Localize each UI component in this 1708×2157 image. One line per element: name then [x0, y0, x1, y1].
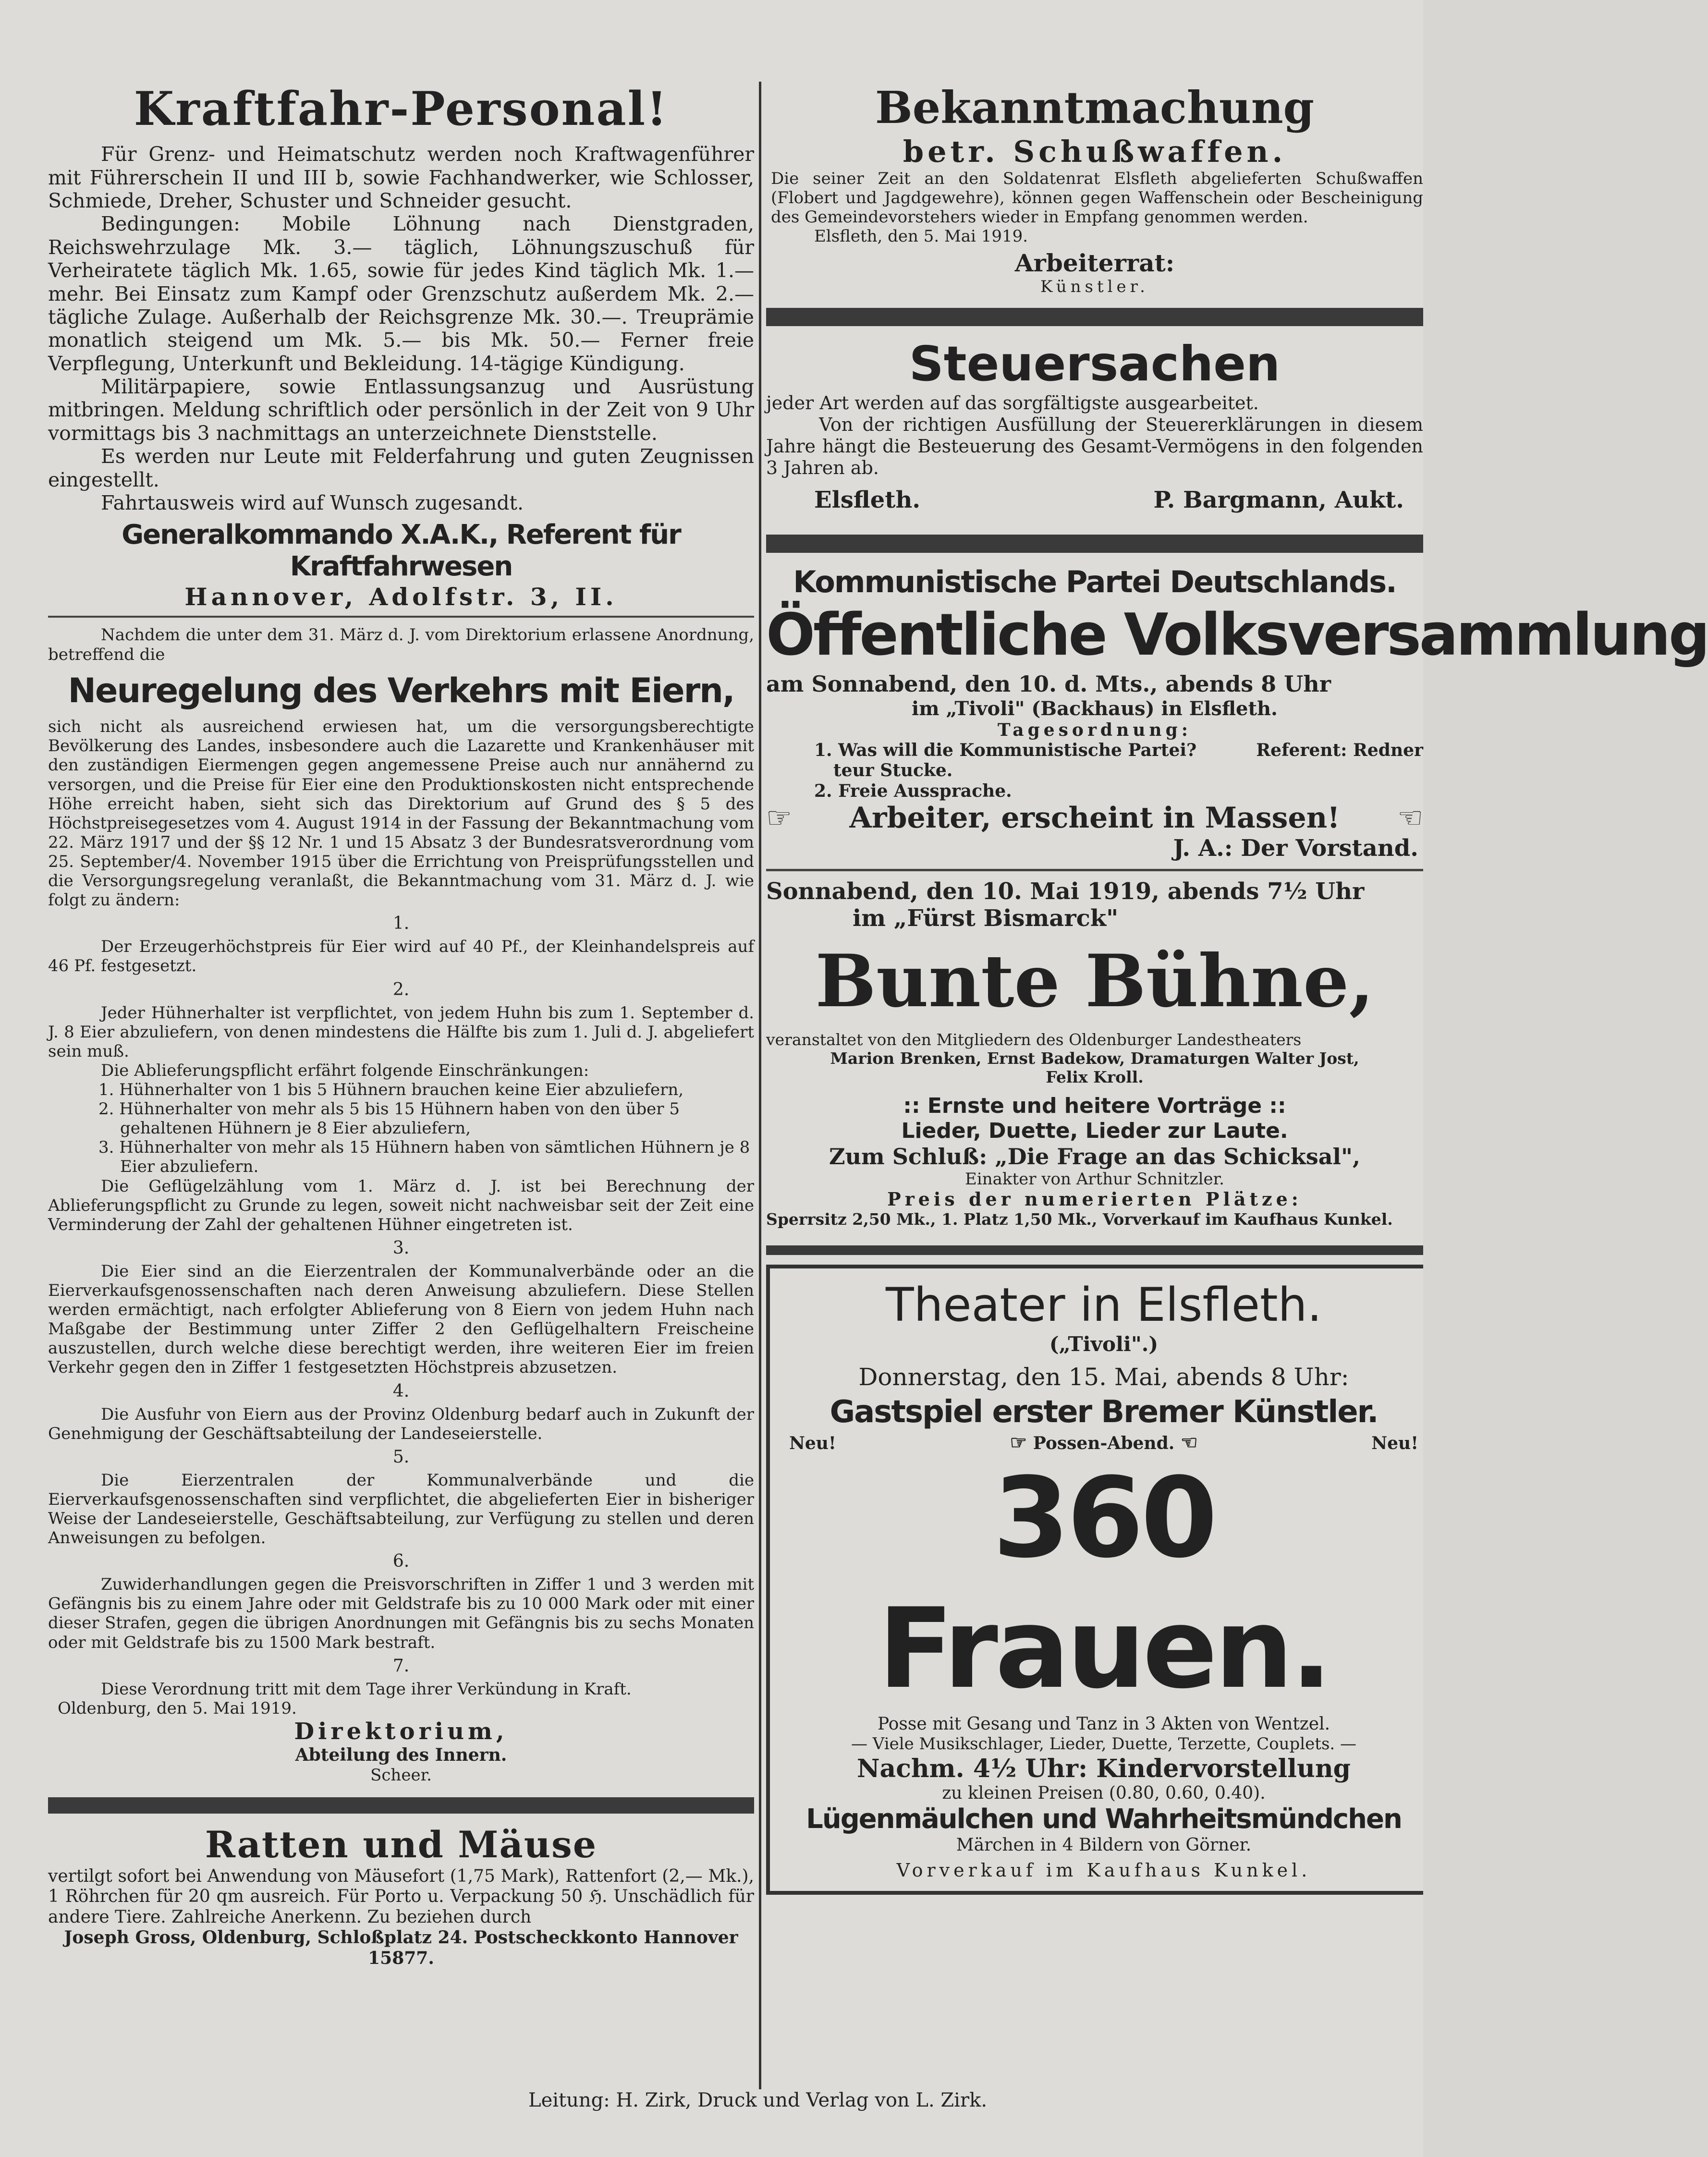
pointing-hand-icon: ☞ [1010, 1431, 1027, 1454]
ad-bunte-buehne [766, 878, 1423, 1229]
ad-kraftfahr-conditions: Bedingungen: Mobile Löhnung nach Dienstgraden, Reichswehrzulage Mk. 3.— täglich, Löhnungszuschuß für Verheiratete täglich Mk. 1.65, sowie für jedes Kind täglich Mk. 1.— mehr. Bei Einsatz zum Kampf oder Grenzschutz außerdem Mk. 2.— tägliche Zulage. Außerhalb der Reichsgrenze Mk. 30.—. Treuprämie monatlich steigend um Mk. 5.— bis Mk. 50.— Ferner freie Verpflegung, Unterkunft und Bekleidung. 14-tägige Kündigung. [48, 212, 754, 375]
ad-ratten-title: Ratten und Mäuse [205, 1823, 598, 1866]
ad-steuersachen [766, 336, 1423, 513]
ad-eier-l2: 2. Hühnerhalter von mehr als 5 bis 15 Hühnern haben von den über 5 gehaltenen Hühnern je 8 Eier abzuliefern, [98, 1099, 680, 1138]
ad-theater [766, 1265, 1423, 1895]
ad-kpd-when: am Sonnabend, den 10. d. Mts., abends 8 Uhr [766, 671, 1331, 697]
ad-eier-p6: Zuwiderhandlungen gegen die Preisvorschriften in Ziffer 1 und 3 werden mit Gefängnis bis zu einem Jahre oder mit Geldstrafe bis zu 10 000 Mark oder mit einer dieser Strafen, gegen die übrigen Anordnungen mit Gefängnis bis zu sechs Monaten oder mit Geldstrafe bis zu 1500 Mark bestraft. [48, 1575, 754, 1652]
ad-schusswaffen-body: Die seiner Zeit an den Soldatenrat Elsfleth abgelieferten Schußwaffen (Flobert und Jagdgewehre), können gegen Waffenschein oder Bescheinigung des Gemeindevorstehers wieder in Empfang genommen werden. [771, 169, 1423, 227]
ad-theater-kids: Nachm. 4½ Uhr: Kindervorstellung [856, 1754, 1351, 1783]
ad-kraftfahr-sig1: Generalkommando X.A.K., Referent für Kraftfahrwesen [122, 519, 681, 583]
ad-eier-p2b: Die Ablieferungspflicht erfährt folgende Einschränkungen: [101, 1060, 589, 1080]
ad-kraftfahr-intro: Für Grenz- und Heimatschutz werden noch Kraftwagenführer mit Führerschein II und III b, sowie Fachhandwerker, wie Schlosser, Schmiede, Dreher, Schuster und Schneider gesucht. [48, 143, 754, 213]
ad-eier-p5: Die Eierzentralen der Kommunalverbände und die Eierverkaufsgenossenschaften sind verpflichtet, die abgelieferten Eier in bisheriger Weise der Landeseierstelle, Geschäftsabteilung, zur Verfügung zu stellen und deren Anweisungen zu befolgen. [48, 1470, 754, 1548]
ad-bunte-prog2: Lieder, Duette, Lieder zur Laute. [901, 1118, 1288, 1143]
ad-eier-p2a: Jeder Hühnerhalter ist verpflichtet, von jedem Huhn bis zum 1. September d. J. 8 Eier abzuliefern, von denen mindestens die Hälfte bis zum 1. Juli d. J. abgeliefert sein muß. [48, 1003, 754, 1061]
ad-schusswaffen-subtitle: betr. Schußwaffen. [903, 134, 1287, 169]
ad-bunte-title: Bunte Bühne, [815, 939, 1374, 1024]
ad-kpd-item1: 1. Was will die Kommunistische Partei? [814, 740, 1197, 761]
ad-kpd-speaker: Referent: Redner [1256, 740, 1423, 761]
ad-theater-new2: Neu! [1371, 1433, 1418, 1454]
ad-kpd-party: Kommunistische Partei Deutschlands. [793, 564, 1396, 599]
ad-kraftfahr [48, 82, 754, 611]
ad-eier-intro: Nachdem die unter dem 31. März d. J. vom Direktorium erlassene Anordnung, betreffend die [48, 625, 754, 664]
ad-kpd [766, 564, 1708, 862]
ad-eier-n2: 2. [392, 979, 410, 999]
ad-eier-sig2: Abteilung des Innern. [295, 1745, 507, 1766]
ad-bunte-finale: Zum Schluß: „Die Frage an das Schicksal", [829, 1143, 1361, 1170]
ad-eier-title: Neuregelung des Verkehrs mit Eiern, [68, 670, 734, 710]
ad-ratten-body: vertilgt sofort bei Anwendung von Mäusefort (1,75 Mark), Rattenfort (2,— Mk.), 1 Röhrchen für 20 qm ausreich. Für Porto u. Verpackung 50 ℌ. Unschädlich für andere Tiere. Zahlreiche Anerkenn. Zu beziehen durch [48, 1866, 754, 1927]
ad-eier-n7: 7. [392, 1656, 410, 1676]
ad-theater-sub: („Tivoli".) [1049, 1332, 1159, 1356]
thick-divider [766, 535, 1423, 553]
ad-eier-sig3: Scheer. [370, 1765, 432, 1785]
ad-theater-guest: Gastspiel erster Bremer Künstler. [830, 1394, 1378, 1430]
divider [48, 616, 754, 618]
ad-kpd-item1b: teur Stucke. [833, 760, 953, 781]
thick-divider [48, 1797, 754, 1814]
ad-eier-n6: 6. [392, 1551, 410, 1572]
ad-eier-p2c: Die Geflügelzählung vom 1. März d. J. ist bei Berechnung der Ablieferungspflicht zu Grunde zu legen, soweit nicht nachweisbar seit der Zeit eine Verminderung der Zahl der gehaltenen Hühner eingetreten ist. [48, 1176, 754, 1234]
ad-kraftfahr-ticket: Fahrtausweis wird auf Wunsch zugesandt. [101, 491, 524, 514]
ad-eier-p7: Diese Verordnung tritt mit dem Tage ihrer Verkündung in Kraft. [101, 1679, 632, 1699]
ad-theater-new: Neu! [789, 1433, 836, 1454]
ad-kpd-item1-row [766, 740, 1423, 760]
ad-steuersachen-body1: jeder Art werden auf das sorgfältigste ausgearbeitet. [766, 392, 1259, 414]
right-column [766, 82, 1708, 1895]
ad-kraftfahr-title: Kraftfahr-Personal! [134, 82, 669, 136]
ad-eier-p1: Der Erzeugerhöchstpreis für Eier wird auf 40 Pf., der Kleinhandelspreis auf 46 Pf. festgesetzt. [48, 937, 754, 976]
ad-bunte-names2: Felix Kroll. [1046, 1067, 1144, 1086]
ad-steuersachen-signrow [766, 479, 1423, 513]
pointing-hand-icon: ☜ [1180, 1431, 1198, 1454]
ad-eier-sig1: Direktorium, [294, 1718, 508, 1745]
ad-eier-n3: 3. [392, 1238, 410, 1258]
ad-schusswaffen-sig1: Arbeiterrat: [1014, 249, 1175, 278]
ad-eier-l3: 3. Hühnerhalter von mehr als 15 Hühnern haben von sämtlichen Hühnern je 8 Eier abzuliefern. [98, 1138, 750, 1177]
ad-theater-typerow [789, 1433, 1418, 1453]
ad-bunte-prog1: :: Ernste und heitere Vorträge :: [903, 1093, 1286, 1118]
ad-kpd-item2: 2. Freie Aussprache. [814, 780, 1012, 801]
ad-bunte-names1: Marion Brenken, Ernst Badekow, Dramaturgen Walter Jost, [830, 1048, 1359, 1068]
ad-theater-desc2: — Viele Musikschlager, Lieder, Duette, Terzette, Couplets. — [851, 1734, 1357, 1754]
ad-theater-fairy: Lügenmäulchen und Wahrheitsmündchen [806, 1804, 1402, 1835]
ad-eier-place: Oldenburg, den 5. Mai 1919. [58, 1698, 297, 1718]
ad-theater-title2: 360 Frauen. [878, 1454, 1330, 1713]
ad-schusswaffen-title: Bekanntmachung [875, 82, 1314, 134]
ad-theater-when: Donnerstag, den 15. Mai, abends 8 Uhr: [858, 1363, 1349, 1391]
ad-theater-type: Possen-Abend. [1033, 1433, 1175, 1454]
pointing-hand-icon: ☞ [766, 801, 792, 835]
pointing-hand-icon: ☜ [1397, 801, 1423, 835]
ad-theater-kids2: zu kleinen Preisen (0.80, 0.60, 0.40). [942, 1783, 1266, 1803]
ad-eier-n4: 4. [392, 1381, 410, 1401]
ad-theater-desc: Posse mit Gesang und Tanz in 3 Akten von Wentzel. [877, 1714, 1330, 1734]
ad-theater-type-wrap [1010, 1433, 1197, 1453]
left-column [48, 82, 754, 1968]
ad-kpd-title: Öffentliche Volksversammlung [766, 601, 1708, 669]
ad-eier-p4: Die Ausfuhr von Eiern aus der Provinz Oldenburg bedarf auch in Zukunft der Genehmigung der Geschäftsabteilung der Landeseierstelle. [48, 1404, 754, 1443]
ad-bunte-finale2: Einakter von Arthur Schnitzler. [965, 1169, 1224, 1189]
imprint: Leitung: H. Zirk, Druck und Verlag von L. Zirk. [528, 2089, 988, 2111]
ad-theater-fairy2: Märchen in 4 Bildern von Görner. [956, 1835, 1252, 1855]
ad-kpd-agenda: Tagesordnung: [997, 719, 1192, 740]
ad-theater-presale: Vorverkauf im Kaufhaus Kunkel. [896, 1859, 1311, 1881]
ad-kpd-call: Arbeiter, erscheint in Massen! [849, 801, 1340, 835]
ad-kraftfahr-only: Es werden nur Leute mit Felderfahrung und guten Zeugnissen eingestellt. [48, 445, 754, 491]
ad-ratten [48, 1823, 754, 1968]
ad-bunte-by: veranstaltet von den Mitgliedern des Oldenburger Landestheaters [766, 1030, 1302, 1049]
thick-divider [766, 1245, 1423, 1255]
ad-kpd-call-row [766, 801, 1423, 835]
ad-kraftfahr-papers: Militärpapiere, sowie Entlassungsanzug und Ausrüstung mitbringen. Meldung schriftlich oder persönlich in der Zeit von 9 Uhr vormittags bis 3 nachmittags an unterzeichnete Dienststelle. [48, 375, 754, 445]
ad-bunte-where: im „Fürst Bismarck" [853, 905, 1119, 932]
ad-ratten-addr: Joseph Gross, Oldenburg, Schloßplatz 24. Postscheckkonto Hannover 15877. [64, 1927, 738, 1968]
ad-eier-n5: 5. [392, 1447, 410, 1467]
ad-eier-body: sich nicht als ausreichend erwiesen hat, um die versorgungsberechtigte Bevölkerung des Landes, insbesondere auch die Lazarette und Krankenhäuser mit den zuständigen Eiermengen gegen angemessene Preise auch nur annähernd zu versorgen, und die Preise für Eier eine den Produktionskosten nicht entsprechende Höhe erreicht haben, sieht sich das Direktorium auf Grund des § 5 des Höchstpreisegesetzes vom 4. August 1914 in der Fassung der Bekanntmachung vom 22. März 1917 und der §§ 12 Nr. 1 und 15 Absatz 3 der Bundesratsverordnung vom 25. September/4. November 1915 über die Errichtung von Preisprüfungsstellen und die Versorgungsregelung veranlaßt, die Bekanntmachung vom 31. März d. J. wie folgt zu ändern: [48, 717, 754, 910]
ad-bunte-prices: Preis der numerierten Plätze: [887, 1188, 1302, 1210]
ad-steuersachen-place: Elsfleth. [814, 486, 921, 513]
ad-kpd-where: im „Tivoli" (Backhaus) in Elsfleth. [912, 697, 1278, 720]
ad-eier [48, 625, 754, 1785]
ad-schusswaffen [766, 82, 1423, 296]
column-rule [759, 82, 761, 2089]
ad-eier-p3: Die Eier sind an die Eierzentralen der Kommunalverbände oder an die Eierverkaufsgenossenschaften nach deren Anweisung abzuliefern. Diese Stellen werden ermächtigt, nach erfolgter Ablieferung von 8 Eiern von jedem Huhn nach Maßgabe der Bestimmung unter Ziffer 2 den Geflügelhaltern Freischeine auszustellen, durch welche diese berechtigt werden, ihre weiteren Eier im freien Verkehr gegen den in Ziffer 1 festgesetzten Höchstpreis abzusetzen. [48, 1261, 754, 1377]
ad-theater-title: Theater in Elsfleth. [886, 1278, 1322, 1332]
ad-bunte-prices2: Sperrsitz 2,50 Mk., 1. Platz 1,50 Mk., Vorverkauf im Kaufhaus Kunkel. [766, 1209, 1393, 1229]
ad-schusswaffen-sig2: Künstler. [1040, 277, 1149, 297]
ad-eier-n1: 1. [392, 914, 410, 934]
ad-steuersachen-name: P. Bargmann, Aukt. [1153, 486, 1404, 513]
ad-kpd-sig: J. A.: Der Vorstand. [1173, 835, 1418, 862]
divider [766, 869, 1423, 871]
ad-kraftfahr-sig2: Hannover, Adolfstr. 3, II. [184, 583, 618, 611]
ad-eier-l1: 1. Hühnerhalter von 1 bis 5 Hühnern brauchen keine Eier abzuliefern, [98, 1080, 684, 1099]
ad-bunte-when: Sonnabend, den 10. Mai 1919, abends 7½ Uhr [766, 877, 1365, 905]
ad-steuersachen-title: Steuersachen [909, 336, 1281, 392]
ad-schusswaffen-place: Elsfleth, den 5. Mai 1919. [814, 227, 1028, 246]
ad-steuersachen-body2: Von der richtigen Ausfüllung der Steuererklärungen in diesem Jahre hängt die Besteuerung des Gesamt-Vermögens in den folgenden 3 Jahren ab. [766, 414, 1423, 478]
thick-divider [766, 308, 1423, 326]
